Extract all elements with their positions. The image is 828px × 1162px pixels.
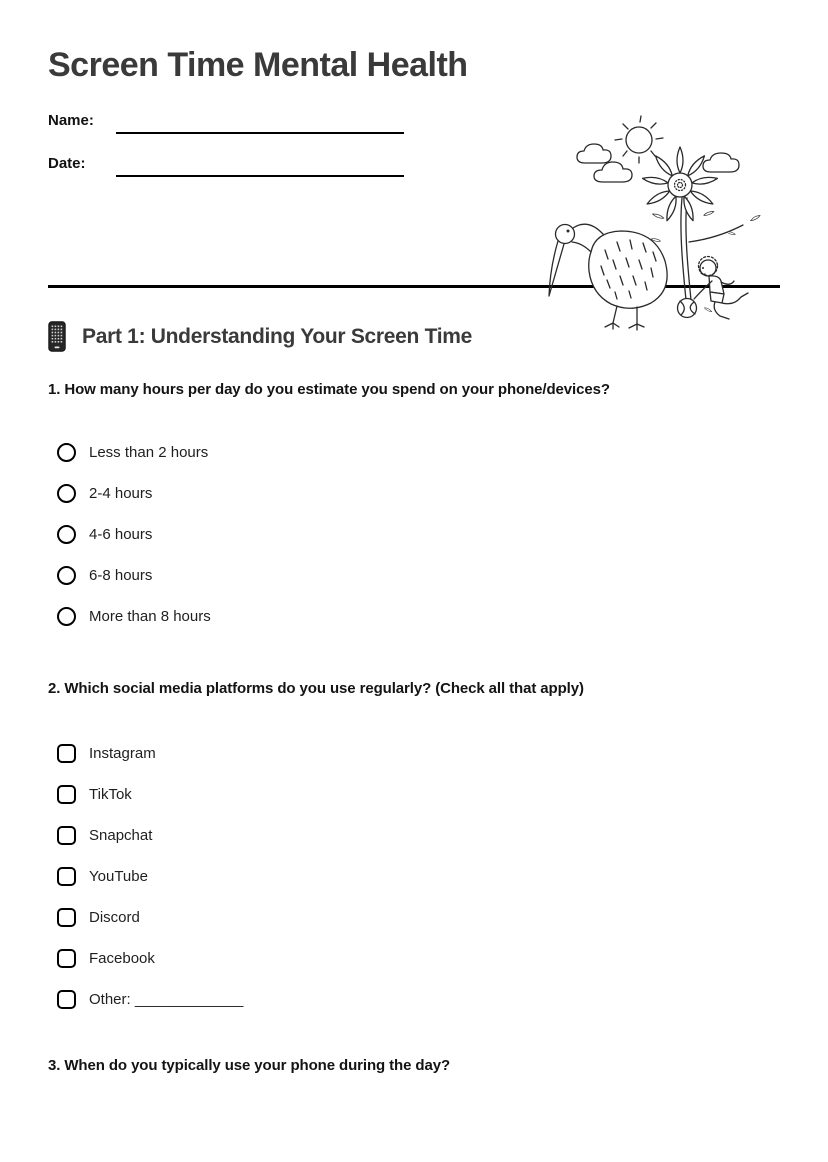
name-field-row [48,112,404,134]
kiwi-bird [549,224,667,330]
checkbox-icon[interactable] [57,908,76,927]
date-label: Date: [48,155,86,172]
checkbox-option-other[interactable]: Other: _____________ [57,987,780,1012]
radio-option-4-6-hours[interactable]: 4-6 hours [57,522,780,547]
question-1-options [48,440,780,629]
radio-option-less-than-2-hours[interactable]: Less than 2 hours [57,440,780,465]
kiwi-sunflower-child-illustration [543,110,793,335]
name-label: Name: [48,112,94,129]
question-2-options [48,741,780,1012]
checkbox-option-discord[interactable]: Discord [57,905,780,930]
date-input-line[interactable] [116,155,404,177]
radio-button-icon[interactable] [57,566,76,585]
worksheet-page [0,44,828,1075]
checkbox-icon[interactable] [57,826,76,845]
radio-button-icon[interactable] [57,525,76,544]
part1-heading-text: Part 1: Understanding Your Screen Time [82,324,473,348]
radio-option-2-4-hours[interactable]: 2-4 hours [57,481,780,506]
checkbox-icon[interactable] [57,744,76,763]
radio-button-icon[interactable] [57,607,76,626]
checkbox-icon[interactable] [57,785,76,804]
mobile-phone-icon [48,321,66,352]
checkbox-option-facebook[interactable]: Facebook [57,946,780,971]
radio-button-icon[interactable] [57,443,76,462]
radio-button-icon[interactable] [57,484,76,503]
page-title: Screen Time Mental Health [48,46,468,84]
question-2-text: 2. Which social media platforms do you use regularly? (Check all that apply) [48,680,584,697]
checkbox-option-snapchat[interactable]: Snapchat [57,823,780,848]
checkbox-icon[interactable] [57,949,76,968]
checkbox-option-tiktok[interactable]: TikTok [57,782,780,807]
checkbox-icon[interactable] [57,867,76,886]
name-input-line[interactable] [116,112,404,134]
radio-option-more-than-8-hours[interactable]: More than 8 hours [57,604,780,629]
checkbox-icon[interactable] [57,990,76,1009]
checkbox-option-instagram[interactable]: Instagram [57,741,780,766]
question-3-text-clipped: 3. When do you typically use your phone during the day? [48,1057,451,1074]
date-field-row [48,155,404,177]
checkbox-option-youtube[interactable]: YouTube [57,864,780,889]
question-1-text: 1. How many hours per day do you estimate you spend on your phone/devices? [48,381,610,398]
radio-option-6-8-hours[interactable]: 6-8 hours [57,563,780,588]
